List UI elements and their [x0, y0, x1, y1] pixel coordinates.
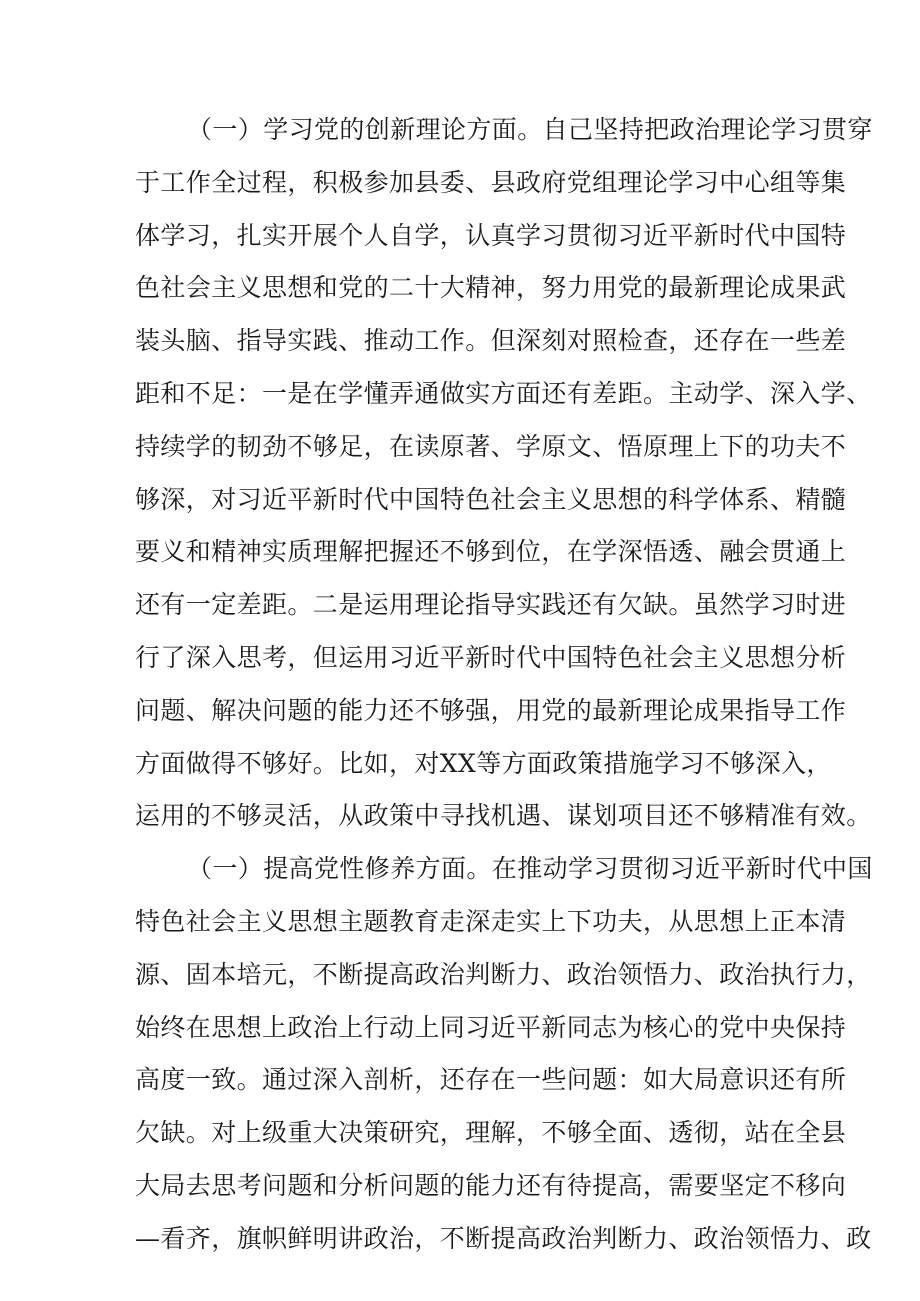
paragraph-line: —看齐，旗帜鲜明讲政治，不断提高政治判断力、政治领悟力、政: [135, 1223, 872, 1253]
paragraph-party-spirit: [135, 843, 873, 1265]
document-body: [135, 104, 873, 1266]
paragraph-line: 装头脑、指导实践、推动工作。但深刻对照检查，还存在一些差: [135, 326, 847, 356]
paragraph-line: （一）提高党性修养方面。在推动学习贯彻习近平新时代中国: [187, 854, 873, 884]
paragraph-line: 持续学的韧劲不够足，在读原著、学原文、悟原理上下的功夫不: [135, 431, 847, 461]
paragraph-line: 于工作全过程，积极参加县委、县政府党组理论学习中心组等集: [135, 167, 847, 197]
paragraph-line: （一）学习党的创新理论方面。自己坚持把政治理论学习贯穿: [187, 115, 873, 144]
paragraph-line: 要义和精神实质理解把握还不够到位，在学深悟透、融会贯通上: [135, 537, 847, 567]
paragraph-line: 特色社会主义思想主题教育走深走实上下功夫，从思想上正本清: [135, 906, 847, 936]
paragraph-line: 距和不足：一是在学懂弄通做实方面还有差距。主动学、深入学、: [135, 378, 872, 408]
paragraph-study-theory: [135, 104, 873, 843]
paragraph-line: 源、固本培元，不断提高政治判断力、政治领悟力、政治执行力，: [135, 959, 872, 989]
paragraph-line: 问题、解决问题的能力还不够强，用党的最新理论成果指导工作: [135, 695, 847, 725]
paragraph-line: 体学习，扎实开展个人自学，认真学习贯彻习近平新时代中国特: [135, 220, 847, 250]
paragraph-line: 大局去思考问题和分析问题的能力还有待提高，需要坚定不移向: [135, 1170, 847, 1200]
paragraph-line: 运用的不够灵活，从政策中寻找机遇、谋划项目还不够精准有效。: [135, 801, 872, 831]
paragraph-line: 行了深入思考，但运用习近平新时代中国特色社会主义思想分析: [135, 642, 847, 672]
paragraph-line: 高度一致。通过深入剖析，还存在一些问题：如大局意识还有所: [135, 1065, 847, 1095]
paragraph-line: 够深，对习近平新时代中国特色社会主义思想的科学体系、精髓: [135, 484, 847, 514]
paragraph-line: 色社会主义思想和党的二十大精神，努力用党的最新理论成果武: [135, 273, 847, 303]
paragraph-line: 方面做得不够好。比如，对XX等方面政策措施学习不够深入，: [135, 748, 832, 778]
paragraph-line: 欠缺。对上级重大决策研究，理解，不够全面、透彻，站在全县: [135, 1118, 847, 1148]
paragraph-line: 还有一定差距。二是运用理论指导实践还有欠缺。虽然学习时进: [135, 590, 847, 620]
paragraph-line: 始终在思想上政治上行动上同习近平新同志为核心的党中央保持: [135, 1012, 847, 1042]
